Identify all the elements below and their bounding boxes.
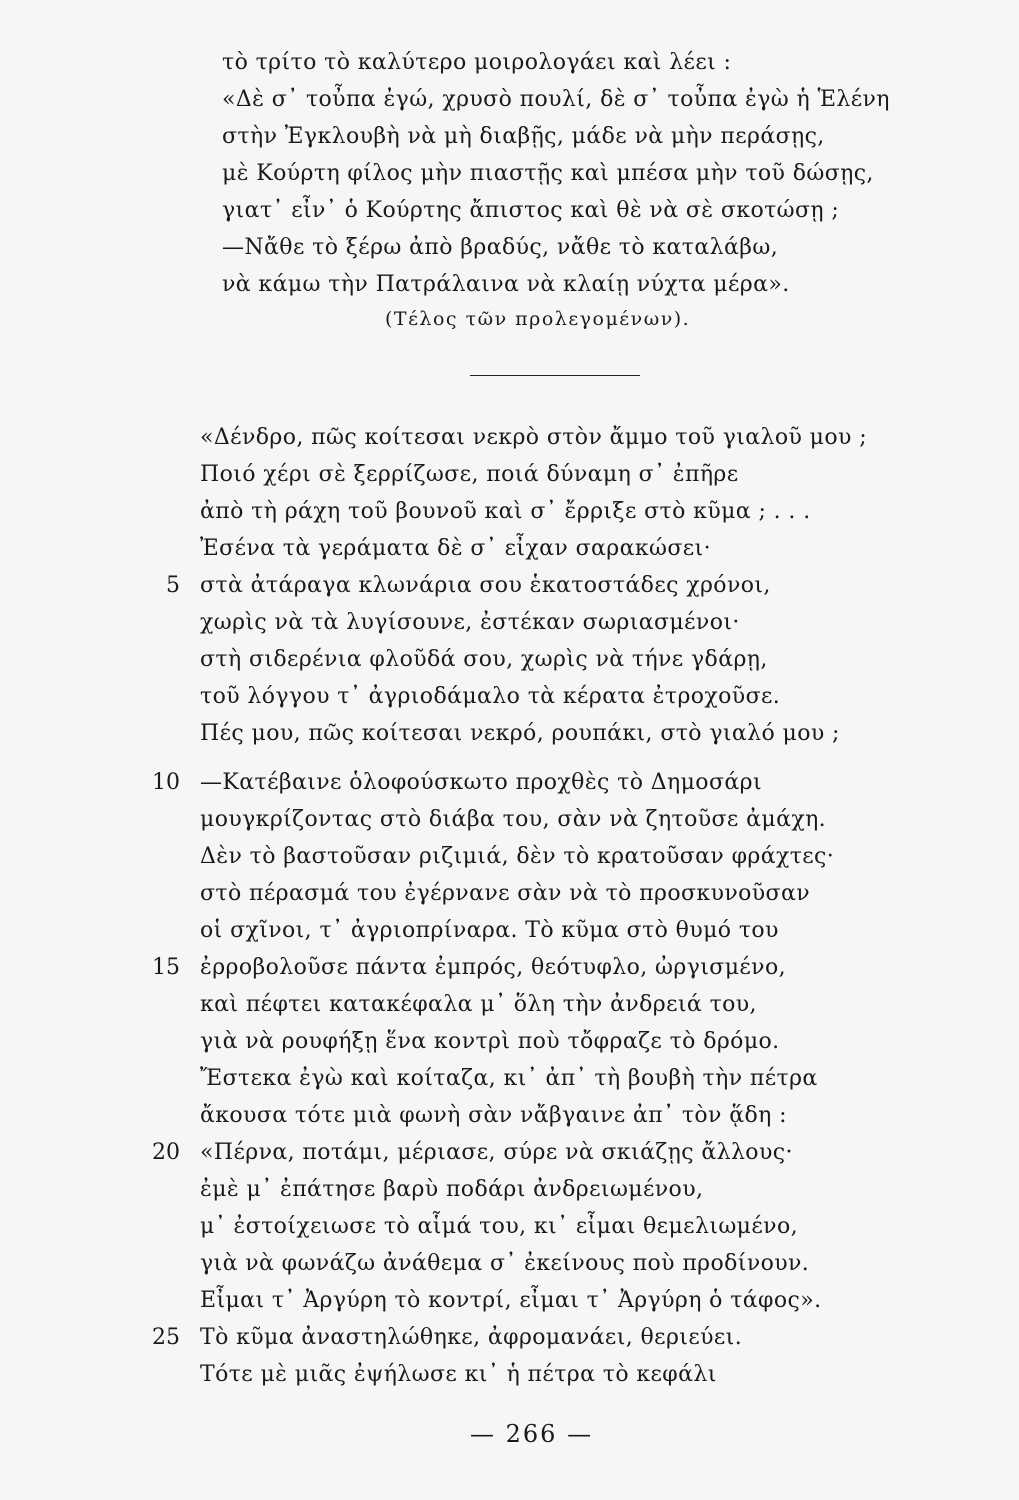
end-of-prologue-caption: (Τέλος τῶν προλεγομένων). [385,308,691,330]
poem-line: στὴ σιδερένια φλοῦδά σου, χωρὶς νὰ τήνε γδάρῃ, [200,647,768,672]
poem-line: μουγκρίζοντας στὸ διάβα του, σὰν νὰ ζητοῦσε ἀμάχη. [200,807,827,832]
poem-line: Ποιό χέρι σὲ ξερρίζωσε, ποιά δύναμη σ᾽ ἐπῆρε [200,462,739,487]
poem-line: Τὸ κῦμα ἀναστηλώθηκε, ἀφρομανάει, θεριεύει. [200,1325,743,1350]
intro-line: στὴν Ἐγκλουβὴ νὰ μὴ διαβῇς, μάδε νὰ μὴν περάσῃς, [222,124,825,149]
line-number: 5 [166,573,180,598]
poem-line: «Δένδρο, πῶς κοίτεσαι νεκρὸ στὸν ἄμμο τοῦ γιαλοῦ μου ; [200,425,868,450]
poem-line: Τότε μὲ μιᾶς ἐψήλωσε κι᾽ ἡ πέτρα τὸ κεφάλι [200,1362,717,1387]
poem-line: στὸ πέρασμά του ἐγέρνανε σὰν νὰ τὸ προσκυνοῦσαν [200,881,810,906]
poem-line: ἐρροβολοῦσε πάντα ἐμπρός, θεότυφλο, ὠργισμένο, [200,955,786,980]
intro-line: «Δὲ σ᾽ τοὖπα ἐγώ, χρυσὸ πουλί, δὲ σ᾽ τοὖπα ἐγὼ ἡ Ἑλένη [222,87,890,112]
poem-line: Πές μου, πῶς κοίτεσαι νεκρό, ρουπάκι, στὸ γιαλό μου ; [200,721,840,746]
poem-line: καὶ πέφτει κατακέφαλα μ᾽ ὅλη τὴν ἀνδρειά του, [200,992,757,1017]
poem-line: γιὰ νὰ ρουφήξῃ ἕνα κοντρὶ ποὺ τὄφραζε τὸ δρόμο. [200,1029,780,1054]
poem-line: Δὲν τὸ βαστοῦσαν ριζιμιά, δὲν τὸ κρατοῦσαν φράχτες· [200,844,835,869]
poem-line: «Πέρνα, ποτάμι, μέριασε, σύρε νὰ σκιάζῃς ἄλλους· [200,1140,793,1165]
line-number: 10 [152,770,180,795]
poem-line: Εἶμαι τ᾽ Ἀργύρη τὸ κοντρί, εἶμαι τ᾽ Ἀργύρη ὁ τάφος». [200,1288,822,1313]
intro-line: γιατ᾽ εἶν᾽ ὁ Κούρτης ἄπιστος καὶ θὲ νὰ σὲ σκοτώσῃ ; [222,198,840,223]
line-number: 20 [152,1140,180,1165]
poem-line: ἀπὸ τὴ ράχη τοῦ βουνοῦ καὶ σ᾽ ἔρριξε στὸ κῦμα ; . . . [200,499,811,524]
poem-line: χωρὶς νὰ τὰ λυγίσουνε, ἐστέκαν σωριασμένοι· [200,610,740,635]
intro-line: —Νἄθε τὸ ξέρω ἀπὸ βραδύς, νἄθε τὸ καταλάβω, [222,235,779,260]
line-number: 25 [152,1325,180,1350]
page-number: — 266 — [470,1420,594,1448]
intro-line: τὸ τρίτο τὸ καλύτερο μοιρολογάει καὶ λέει : [222,50,732,75]
poem-line: στὰ ἀτάραγα κλωνάρια σου ἑκατοστάδες χρόνοι, [200,573,771,598]
poem-line: ἄκουσα τότε μιὰ φωνὴ σὰν νἄβγαινε ἀπ᾽ τὸν ᾅδη : [200,1103,787,1128]
poem-line: γιὰ νὰ φωνάζω ἀνάθεμα σ᾽ ἐκείνους ποὺ προδίνουν. [200,1251,810,1276]
poem-line: Ἔστεκα ἐγὼ καὶ κοίταζα, κι᾽ ἀπ᾽ τὴ βουβὴ τὴν πέτρα [200,1066,818,1091]
intro-line: νὰ κάμω τὴν Πατράλαινα νὰ κλαίῃ νύχτα μέρα». [222,272,790,297]
intro-line: μὲ Κούρτη φίλος μὴν πιαστῇς καὶ μπέσα μὴν τοῦ δώσῃς, [222,161,874,186]
poem-line: οἱ σχῖνοι, τ᾽ ἀγριοπρίναρα. Τὸ κῦμα στὸ θυμό του [200,918,779,943]
poem-line: τοῦ λόγγου τ᾽ ἀγριοδάμαλο τὰ κέρατα ἐτροχοῦσε. [200,684,781,709]
poem-line: μ᾽ ἐστοίχειωσε τὸ αἷμά του, κι᾽ εἶμαι θεμελιωμένο, [200,1214,798,1239]
line-number: 15 [152,955,180,980]
poem-line: Ἐσένα τὰ γεράματα δὲ σ᾽ εἶχαν σαρακώσει· [200,536,711,561]
section-divider [470,375,640,376]
poem-line: —Κατέβαινε ὁλοφούσκωτο προχθὲς τὸ Δημοσάρι [200,770,762,795]
poem-line: ἐμὲ μ᾽ ἐπάτησε βαρὺ ποδάρι ἀνδρειωμένου, [200,1177,704,1202]
